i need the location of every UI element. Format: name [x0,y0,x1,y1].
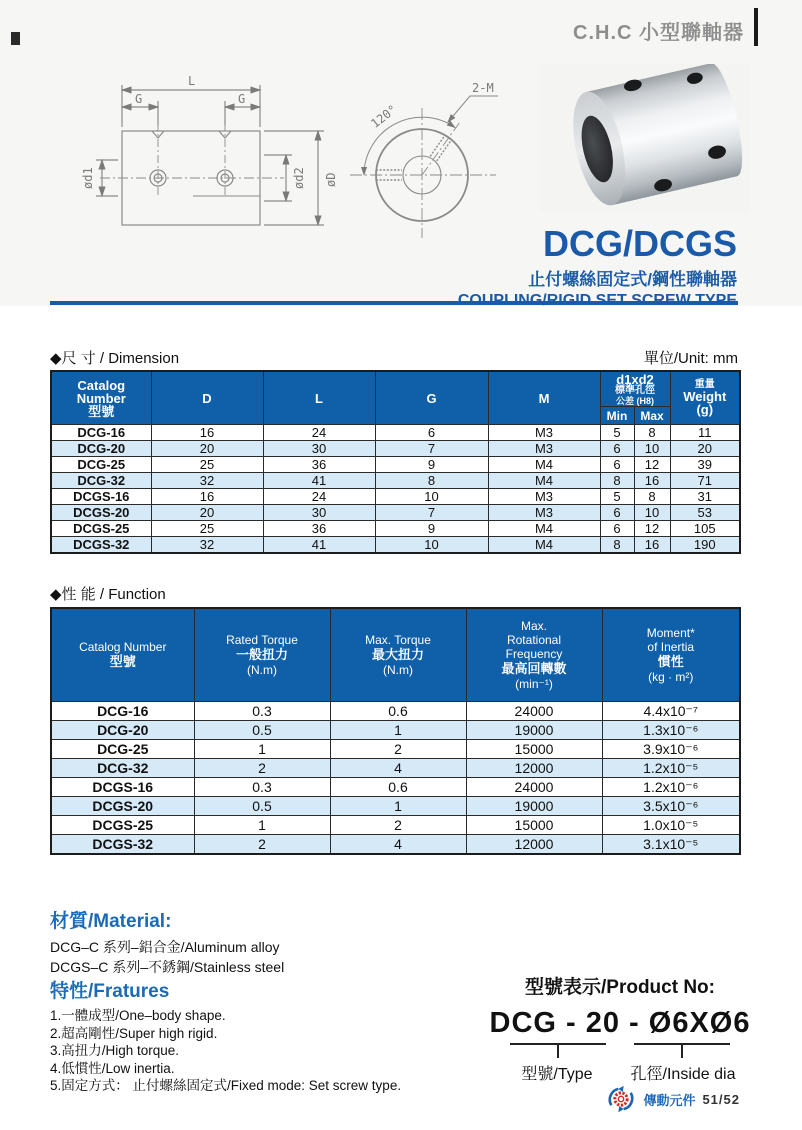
material-section [50,906,284,977]
table-row [51,759,740,778]
dim-label-D: øD [324,172,338,187]
freq-cell: 12000 [466,759,602,778]
model-cell: DCGS-25 [51,816,194,835]
model-cell: DCGS-25 [51,521,151,537]
col-header-rated-torque: Rated Torque 一般扭力 (N.m) [194,608,330,702]
max-torque-cell: 1 [330,721,466,740]
l-cell: 24 [263,489,375,505]
m-cell: M3 [488,505,600,521]
inertia-cell: 1.0x10⁻⁵ [602,816,740,835]
type-label: 型號/Type [521,1066,593,1083]
brand-header [573,14,758,46]
m-cell: M4 [488,537,600,554]
model-cell: DCG-20 [51,441,151,457]
col-header-max-torque: Max. Torque 最大扭力 (N.m) [330,608,466,702]
inertia-cell: 3.9x10⁻⁶ [602,740,740,759]
max-cell: 16 [634,473,670,489]
dim-label-G-left: G [135,92,143,106]
table-row [51,797,740,816]
table-row [51,521,740,537]
model-cell: DCGS-32 [51,835,194,855]
table-row [51,425,740,441]
material-line-dcgs: DCGS–C 系列–不銹鋼/Stainless steel [50,959,285,975]
inertia-cell: 1.2x10⁻⁵ [602,759,740,778]
freq-cell: 15000 [466,816,602,835]
rated-cell: 1 [194,816,330,835]
inertia-cell: 3.5x10⁻⁶ [602,797,740,816]
d-cell: 25 [151,457,263,473]
col-header-rotational-frequency: Max. Rotational Frequency 最高回轉數 (min⁻¹) [466,608,602,702]
model-cell: DCG-20 [51,721,194,740]
d-cell: 16 [151,425,263,441]
max-cell: 12 [634,457,670,473]
product-no-brackets [478,1043,762,1058]
page-footer [606,1084,740,1114]
feature-item: 4.低慣性/Low inertia. [50,1060,175,1076]
d-cell: 32 [151,473,263,489]
col-header-bore: d1xd2 標準孔徑 公差 (H8) [600,371,670,407]
table-row [51,537,740,554]
material-line-dcg: DCG–C 系列–鋁合金/Aluminum alloy [50,939,280,955]
product-no-section [478,972,762,1084]
dim-label-L: L [188,74,196,88]
min-cell: 5 [600,425,634,441]
m-cell: M4 [488,457,600,473]
model-cell: DCGS-20 [51,797,194,816]
weight-cell: 39 [670,457,740,473]
m-cell: M4 [488,521,600,537]
feature-item: 3.高扭力/High torque. [50,1043,180,1058]
min-cell: 5 [600,489,634,505]
product-no-heading: 型號表示/Product No: [525,977,715,998]
freq-cell: 15000 [466,740,602,759]
weight-cell: 11 [670,425,740,441]
product-photo [540,64,750,212]
g-cell: 7 [375,441,488,457]
dim-label-d1: ød1 [81,167,95,189]
table-row [51,441,740,457]
model-cell: DCG-32 [51,759,194,778]
max-cell: 16 [634,537,670,554]
corner-mark [11,32,20,45]
min-cell: 6 [600,441,634,457]
model-cell: DCG-16 [51,702,194,721]
col-header-moment-of-inertia: Moment* of Inertia 慣性 (kg · m²) [602,608,740,702]
side-view-drawing [62,55,346,237]
rated-cell: 0.3 [194,702,330,721]
weight-cell: 31 [670,489,740,505]
weight-cell: 190 [670,537,740,554]
g-cell: 6 [375,425,488,441]
m-cell: M3 [488,441,600,457]
col-header-max: Max [634,407,670,425]
weight-cell: 105 [670,521,740,537]
l-cell: 36 [263,521,375,537]
max-cell: 12 [634,521,670,537]
table-row [51,740,740,759]
feature-item: 2.超高剛性/Super high rigid. [50,1025,218,1041]
g-cell: 9 [375,457,488,473]
title-block [458,223,737,310]
tap-label: 2-M [472,81,494,95]
title-subtitle-zh: 止付螺絲固定式/鋼性聯軸器 [528,270,737,289]
col-header-l: L [263,371,375,425]
max-torque-cell: 2 [330,816,466,835]
dimension-table [50,370,741,554]
weight-cell: 53 [670,505,740,521]
g-cell: 10 [375,537,488,554]
col-header-catalog: Catalog Number 型號 [51,608,194,702]
l-cell: 41 [263,473,375,489]
freq-cell: 12000 [466,835,602,855]
g-cell: 9 [375,521,488,537]
max-torque-cell: 2 [330,740,466,759]
weight-cell: 20 [670,441,740,457]
table-row [51,489,740,505]
function-table [50,607,741,855]
min-cell: 8 [600,473,634,489]
d-cell: 32 [151,537,263,554]
freq-cell: 24000 [466,702,602,721]
features-heading: 特性/Fratures [50,981,170,1002]
col-header-d: D [151,371,263,425]
l-cell: 30 [263,441,375,457]
rated-cell: 2 [194,759,330,778]
bore-label: 孔徑/Inside dia [630,1066,736,1083]
d-cell: 16 [151,489,263,505]
model-cell: DCGS-16 [51,489,151,505]
page-number: 51/52 [702,1091,740,1107]
freq-cell: 24000 [466,778,602,797]
function-section-heading [50,583,738,604]
feature-item: 5.固定方式： 止付螺絲固定式/Fixed mode: Set screw type. [50,1078,402,1093]
bore-bracket [634,1043,730,1058]
table-row [51,457,740,473]
dimension-heading-text: ◆尺 寸 / Dimension [50,350,180,367]
angle-label: 120° [368,102,400,131]
inertia-cell: 3.1x10⁻⁵ [602,835,740,855]
max-torque-cell: 4 [330,759,466,778]
model-cell: DCG-25 [51,740,194,759]
model-cell: DCGS-32 [51,537,151,554]
freq-cell: 19000 [466,721,602,740]
table-row [51,473,740,489]
l-cell: 36 [263,457,375,473]
end-view-drawing [330,70,520,242]
inertia-cell: 1.3x10⁻⁶ [602,721,740,740]
g-cell: 7 [375,505,488,521]
col-header-m: M [488,371,600,425]
max-torque-cell: 0.6 [330,778,466,797]
max-torque-cell: 1 [330,797,466,816]
brand-logo-text: C.H.C 小型聯軸器 [573,21,744,44]
weight-cell: 71 [670,473,740,489]
max-cell: 10 [634,441,670,457]
inertia-cell: 1.2x10⁻⁶ [602,778,740,797]
max-torque-cell: 4 [330,835,466,855]
max-cell: 8 [634,489,670,505]
l-cell: 41 [263,537,375,554]
inertia-cell: 4.4x10⁻⁷ [602,702,740,721]
model-cell: DCG-25 [51,457,151,473]
min-cell: 8 [600,537,634,554]
table-row [51,721,740,740]
l-cell: 30 [263,505,375,521]
rated-cell: 0.5 [194,721,330,740]
min-cell: 6 [600,457,634,473]
rated-cell: 0.3 [194,778,330,797]
dimension-section-heading [50,347,738,368]
col-header-catalog: Catalog Number 型號 [51,371,151,425]
d-cell: 20 [151,441,263,457]
model-cell: DCGS-16 [51,778,194,797]
brand-divider-bar [754,8,758,46]
dim-label-G-right: G [238,92,246,106]
rated-cell: 0.5 [194,797,330,816]
model-cell: DCGS-20 [51,505,151,521]
min-cell: 6 [600,521,634,537]
col-header-weight: 重量 Weight (g) [670,371,740,425]
d-cell: 25 [151,521,263,537]
rated-cell: 2 [194,835,330,855]
max-torque-cell: 0.6 [330,702,466,721]
product-no-code: DCG - 20 - Ø6XØ6 [489,1007,751,1039]
function-heading-text: ◆性 能 / Function [50,586,166,603]
company-logo-icon [606,1084,636,1114]
feature-item: 1.一體成型/One–body shape. [50,1008,226,1023]
footer-brand-text: 傳動元件 [643,1092,696,1108]
g-cell: 8 [375,473,488,489]
freq-cell: 19000 [466,797,602,816]
table-row [51,702,740,721]
g-cell: 10 [375,489,488,505]
table-row [51,816,740,835]
accent-rule [50,301,738,305]
table-row [51,505,740,521]
max-cell: 8 [634,425,670,441]
model-cell: DCG-16 [51,425,151,441]
dim-label-d2: ød2 [292,167,306,189]
max-cell: 10 [634,505,670,521]
col-header-g: G [375,371,488,425]
type-bracket [510,1043,606,1058]
l-cell: 24 [263,425,375,441]
min-cell: 6 [600,505,634,521]
material-heading: 材質/Material: [50,911,172,932]
m-cell: M3 [488,425,600,441]
m-cell: M3 [488,489,600,505]
model-cell: DCG-32 [51,473,151,489]
table-row [51,835,740,855]
rated-cell: 1 [194,740,330,759]
page-title: DCG/DCGS [542,223,737,264]
table-row [51,778,740,797]
col-header-min: Min [600,407,634,425]
d-cell: 20 [151,505,263,521]
unit-label: 單位/Unit: mm [643,350,738,367]
features-section [50,976,401,1095]
m-cell: M4 [488,473,600,489]
